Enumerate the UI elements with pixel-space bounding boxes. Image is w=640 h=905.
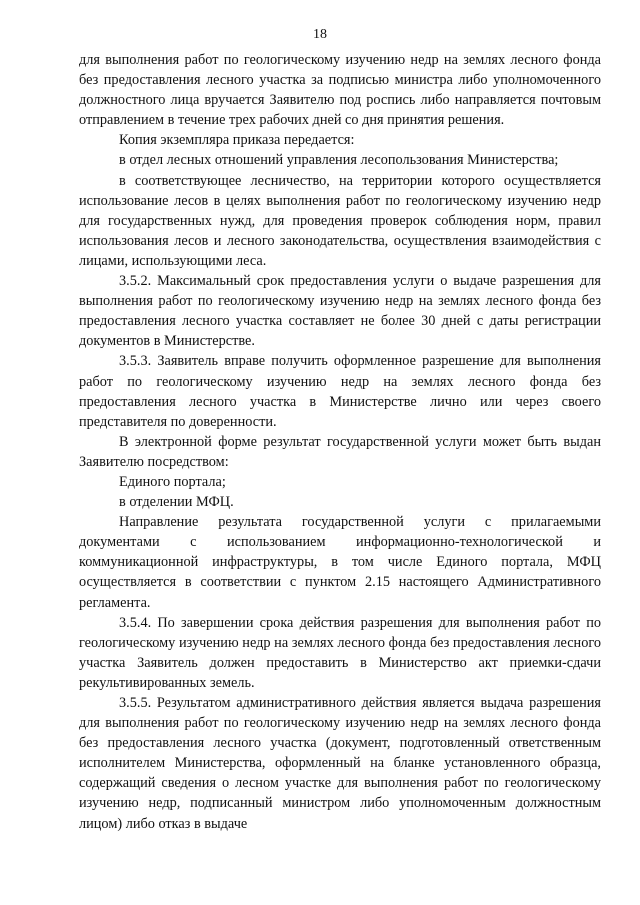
paragraph-unified-portal: Единого портала; [119,473,226,490]
paragraph-forestry: в соответствующее лесничество, на территории которого осуществляется использование лесов в целях выполнения работ по геологическому изучению недр для государственных нужд, для проведения проверок соблюдения норм, правил использования лесов и лесного законодательства, осуществления взаимодействия с лицами, использующими леса. [79,172,601,269]
paragraph-continuation: для выполнения работ по геологическому изучению недр на землях лесного фонда без предоставления лесного участка за подписью министра либо уполномоченного должностного лица вручается Заявителю под роспись либо направляется почтовым отправлением в течение трех рабочих дней со дня принятия решения. [79,52,601,129]
paragraph-electronic-form: В электронной форме результат государственной услуги может быть выдан Заявителю посредством: [79,433,601,470]
paragraph-3-5-2: 3.5.2. Максимальный срок предоставления услуги о выдаче разрешения для выполнения работ по геологическому изучению недр на землях лесного фонда без предоставления лесного участка составляет не более 30 дней с даты регистрации документов в Министерстве. [79,273,601,350]
paragraph-forest-relations-dept: в отдел лесных отношений управления лесопользования Министерства; [119,152,559,169]
paragraph-result-delivery: Направление результата государственной услуги с прилагаемыми документами с использованием информационно-технологической и коммуникационной инфраструктуры, в том числе Единого портала, МФЦ осуществляется в соответствии с пунктом 2.15 настоящего Административного регламента. [79,514,601,611]
document-body [79,50,601,834]
paragraph-3-5-4: 3.5.4. По завершении срока действия разрешения для выполнения работ по геологическому изучению недр на землях лесного фонда без предоставления лесного участка Заявитель должен предоставить в Министерство акт приемки-сдачи рекультивированных земель. [79,614,601,691]
paragraph-3-5-3: 3.5.3. Заявитель вправе получить оформленное разрешение для выполнения работ по геологическому изучению недр на землях лесного фонда без предоставления лесного участка в Министерстве лично или через своего представителя по доверенности. [79,353,601,430]
paragraph-order-copy-intro: Копия экземпляра приказа передается: [119,132,355,149]
paragraph-mfc-office: в отделении МФЦ. [119,494,234,511]
paragraph-3-5-5: 3.5.5. Результатом административного действия является выдача разрешения для выполнения работ по геологическому изучению недр на землях лесного фонда без предоставления лесного участка (документ, подготовленный ответственным исполнителем Министерства, оформленный на бланке установленного образца, содержащий сведения о лесном участке для выполнения работ по геологическому изучению недр, подписанный министром либо уполномоченным должностным лицом) либо отказ в выдаче [79,695,601,832]
page-number: 18 [313,27,327,42]
